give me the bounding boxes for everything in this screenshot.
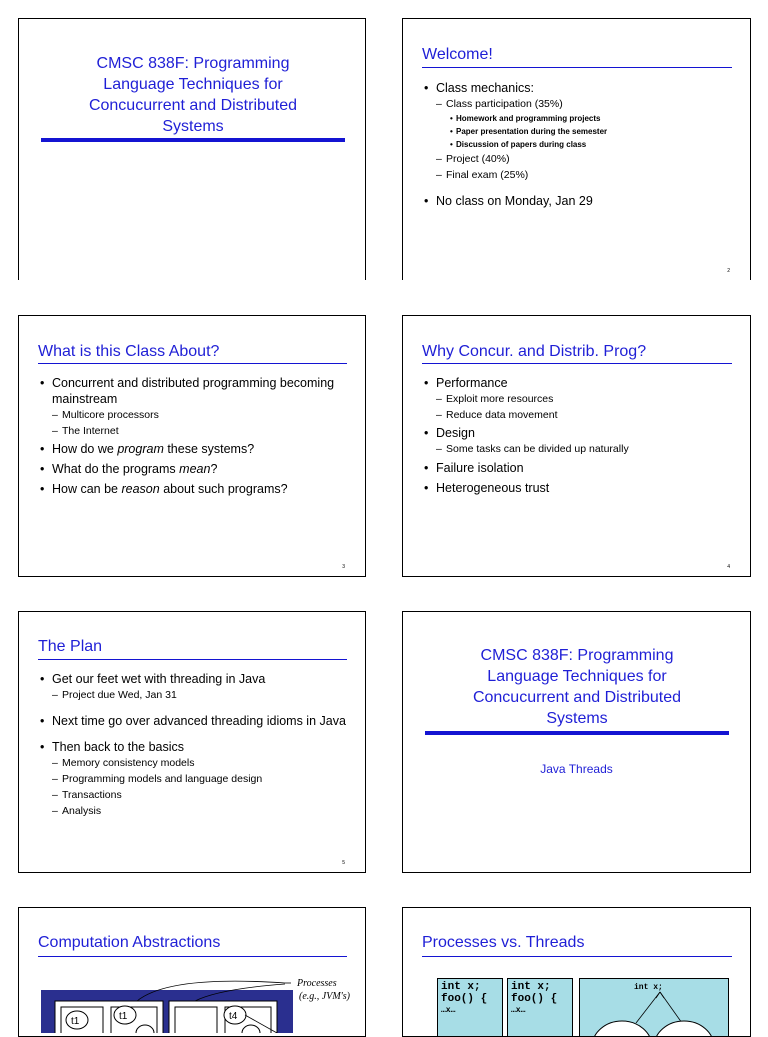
thread-label-t1-b: t1 xyxy=(119,1011,128,1022)
thread-circle-right xyxy=(654,1021,714,1037)
slide-6-title: CMSC 838F: Programming Language Techniques for Concucurrent and Distributed Systems xyxy=(472,647,682,727)
bullet: • No class on Monday, Jan 29 xyxy=(422,193,742,209)
code-box-process-1 xyxy=(437,978,503,1037)
bullet xyxy=(38,461,338,477)
sub-bullet: – Class participation (35%) xyxy=(422,96,742,112)
bullet: • Get our feet wet with threading in Java xyxy=(38,671,348,687)
slide-1-title: CMSC 838F: Programming Language Techniques for Concucurrent and Distributed Systems xyxy=(88,55,298,135)
text: How can be xyxy=(52,482,122,496)
spacer xyxy=(422,183,742,193)
slide-8-title-rule xyxy=(422,956,732,957)
sub-bullet: – Final exam (25%) xyxy=(422,167,742,183)
slide-2-body xyxy=(422,80,742,209)
thread-label-t1-a: t1 xyxy=(71,1016,80,1027)
slide-2 xyxy=(402,18,751,280)
sub-bullet: – Some tasks can be divided up naturally xyxy=(422,441,742,457)
threads-diagram xyxy=(580,979,729,1037)
bullet: • Then back to the basics xyxy=(38,739,348,755)
code-line: …x… xyxy=(511,1006,526,1015)
text: about such programs? xyxy=(159,482,288,496)
sub-bullet: – Project due Wed, Jan 31 xyxy=(38,687,348,703)
sub-bullet: – Exploit more resources xyxy=(422,391,742,407)
sub-bullet: – Programming models and language design xyxy=(38,771,348,787)
slide-3-title-rule xyxy=(38,363,347,364)
slide-2-title-rule xyxy=(422,67,732,68)
bullet: • Class mechanics: xyxy=(422,80,742,96)
code-line: foo() { xyxy=(511,993,558,1005)
bullet: • Heterogeneous trust xyxy=(422,480,742,496)
thread-circle-left xyxy=(592,1021,652,1037)
emphasis: program xyxy=(117,442,164,456)
bullet: • Design xyxy=(422,425,742,441)
bullet: • Next time go over advanced threading idioms in Java xyxy=(38,713,348,729)
page-number: 4 xyxy=(727,564,730,570)
emphasis: reason xyxy=(121,482,160,496)
sub-sub-bullet: • Discussion of papers during class xyxy=(422,138,742,151)
sub-bullet: – The Internet xyxy=(38,423,338,439)
code-line: foo() { xyxy=(441,993,488,1005)
slide-4-body xyxy=(422,375,742,496)
slide-5-title: The Plan xyxy=(38,638,103,655)
slide-5 xyxy=(18,611,366,873)
slide-8-title: Processes vs. Threads xyxy=(422,934,585,951)
page-number: 3 xyxy=(342,564,345,570)
bullet xyxy=(38,441,338,457)
bullet: • Performance xyxy=(422,375,742,391)
slide-7-title-rule xyxy=(38,956,347,957)
slide-5-title-rule xyxy=(38,659,347,660)
slide-6 xyxy=(402,611,751,873)
slide-3-title: What is this Class About? xyxy=(38,343,220,360)
computation-diagram xyxy=(19,963,366,1033)
code-box-process-2 xyxy=(507,978,573,1037)
shared-memory-box xyxy=(579,978,729,1037)
processes-label: Processes xyxy=(297,978,337,989)
slide-6-title-rule xyxy=(425,731,729,735)
spacer xyxy=(38,729,348,739)
slide-1-title-rule xyxy=(41,138,345,142)
slide-8 xyxy=(402,907,751,1037)
page-number: 2 xyxy=(727,268,730,274)
emphasis: mean xyxy=(179,462,211,476)
pointer-left xyxy=(636,992,660,1023)
shared-var-label: int x; xyxy=(634,983,663,992)
sub-sub-bullet: • Paper presentation during the semester xyxy=(422,125,742,138)
thread-label-t4: t4 xyxy=(229,1011,238,1022)
bullet xyxy=(38,481,338,497)
slide-7 xyxy=(18,907,366,1037)
sub-bullet: – Analysis xyxy=(38,803,348,819)
processes-sublabel: (e.g., JVM's) xyxy=(299,991,351,1002)
slide-1 xyxy=(18,18,366,280)
text: How do we xyxy=(52,442,118,456)
slide-2-title: Welcome! xyxy=(422,46,493,63)
slide-4-title: Why Concur. and Distrib. Prog? xyxy=(422,343,647,360)
sub-bullet: – Reduce data movement xyxy=(422,407,742,423)
text: these systems? xyxy=(163,442,255,456)
process-inner-3 xyxy=(175,1007,217,1033)
slide-4-title-rule xyxy=(422,363,732,364)
slide-3-body xyxy=(38,375,338,497)
slide-3 xyxy=(18,315,366,577)
bullet: • Failure isolation xyxy=(422,460,742,476)
code-line: …x… xyxy=(441,1006,456,1015)
sub-bullet: – Transactions xyxy=(38,787,348,803)
sub-bullet: – Multicore processors xyxy=(38,407,338,423)
code-line: int x; xyxy=(441,981,481,993)
sub-bullet: – Memory consistency models xyxy=(38,755,348,771)
sub-bullet: – Project (40%) xyxy=(422,151,742,167)
code-line: int x; xyxy=(511,981,551,993)
text: ? xyxy=(210,462,218,476)
slide-7-title: Computation Abstractions xyxy=(38,934,221,951)
slide-5-body xyxy=(38,671,348,819)
text: What do the programs xyxy=(52,462,180,476)
slide-6-subtitle: Java Threads xyxy=(540,762,613,776)
spacer xyxy=(38,703,348,713)
page-number: 5 xyxy=(342,860,345,866)
bullet: • Concurrent and distributed programming becoming mainstream xyxy=(38,375,338,407)
slide-4 xyxy=(402,315,751,577)
sub-sub-bullet: • Homework and programming projects xyxy=(422,112,742,125)
